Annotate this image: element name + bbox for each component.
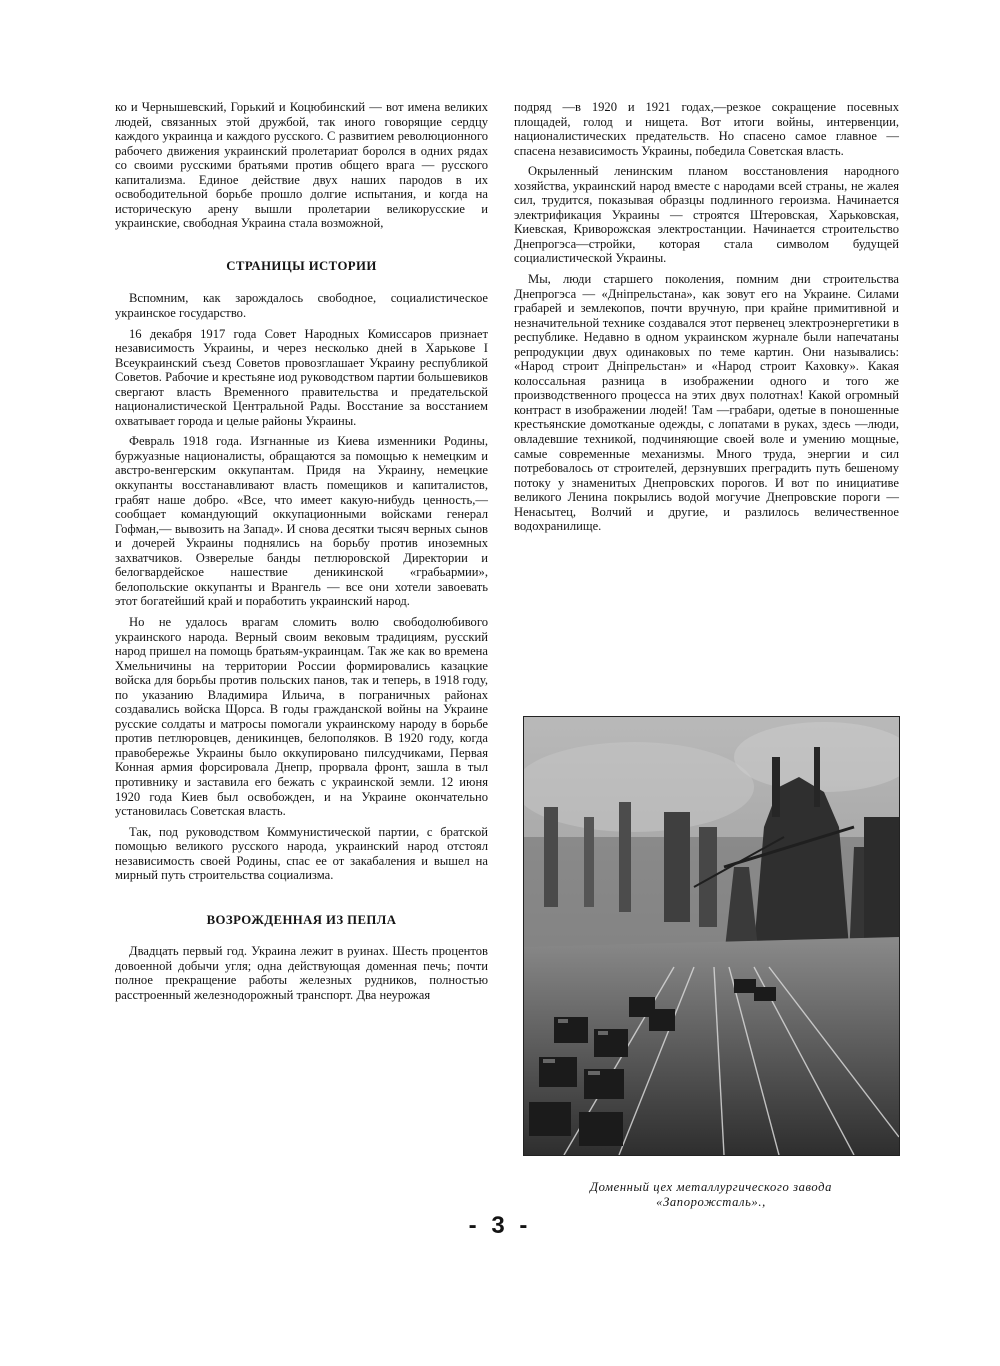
page-number: - 3 -	[468, 1212, 532, 1239]
paragraph: Но не удалось врагам сломить волю свободолюбивого украинского народа. Верный своим вековым традициям, русский народ пришел на помощь братьям-украинцам. Так же как во времена Хмельничины на территории России формировались казацкие войска для борьбы против польских панов, так и теперь, в 1918 году, по указанию Владимира Ильича, в пограничных районах создавались войска Щорса. В годы гражданской войны на Украине русские солдаты и матросы помогали украинскому народу в борьбе против петлюровцев, деникинцев, белополяков. В 1920 году, когда правобережье Украины было оккупировано пилсудчиками, Первая Конная армия форсировала Днепр, прорвала фронт, зашла в тыл противнику и заставила его бежать с украинской земли. 12 июня 1920 года Киев был освобожден, и на Украине окончательно установилась Советская власть.	[115, 614, 488, 819]
paragraph: 16 декабря 1917 года Совет Народных Комиссаров признает независимость Украины, и через несколько дней в Харькове I Всеукраинский съезд Советов провозглашает Украину республикой Советов. Рабочие и крестьяне иод руководством партии большевиков свергают власть Временного правительства и предательской националистической Центральной Рады. Восстание за восстанием охватывает города и целые районы Украины.	[115, 326, 488, 428]
section-heading-reborn: ВОЗРОЖДЕННАЯ ИЗ ПЕПЛА	[206, 912, 397, 927]
paragraph: Вспомним, как зарождалось свободное, социалистическое украинское государство.	[115, 291, 488, 321]
paragraph: Мы, люди старшего поколения, помним дни строительства Днепрогэса — «Дніпрельстана», как зовут его на Украине. Силами грабарей и землекопов, почти вручную, при крайне примитивной и незначительной технике создавался этот первенец электроэнергетики в республике. Недавно в одном украинском журнале были напечатаны репродукции двух одинаковых по теме картин. Они назывались: «Народ строит Дніпрельстан» и «Народ строит Каховку». Какая колоссальная разница в изображении одного и того же производственного процесса на этих двух полотнах! Какой огромный контраст в изображении людей! Там —грабари, одетые в поношенные крестьянские домотканые одежды, с лопатами в руках, здесь —люди, овладевшие техникой, подчиняющие своей воле и умению мощные, самые современные механизмы. Много труда, энергии и сил потребовалось от строителей, дерзнувших преградить путь бешеному потоку у знаменитых Днепровских порогов. И вот по инициативе великого Ленина покрылись водой могучие Днепровские пороги — Ненасытец, Волчий и другие, и разлилось величественное водохранилище.	[514, 272, 899, 534]
left-column	[115, 100, 488, 1009]
paragraph: Двадцать первый год. Украина лежит в руинах. Шесть процентов довоенной добычи угля; одна действующая доменная печь; почти полное прекращение работы железных рудников, полностью расстроенный железнодорожный транспорт. Два неурожая	[115, 944, 488, 1002]
blast-furnace-illustration	[524, 717, 899, 1155]
right-column	[514, 100, 899, 540]
section-heading-history: СТРАНИЦЫ ИСТОРИИ	[226, 258, 377, 273]
intro-paragraph: ко и Чернышевский, Горький и Коцюбинский — вот имена великих людей, связанных этой дружбой, так иного говорящие сердцу каждого украинца и каждого русского. С развитием революционного рабочего движения украинский пролетариат боролся в одних рядах со своими русскими братьями против общего врага — русского капитализма. Единое действие двух наших пародов в их освободительной борьбе прошло долгие испытания, и когда на историческую арену вышли пролетарии великорусские и украинские, свободная Украина стала возможной,	[115, 100, 488, 231]
paragraph: Окрыленный ленинским планом восстановления народного хозяйства, украинский народ вместе с народами всей страны, не жалея сил, трудится, показывая образцы подлинного героизма. Начинается электрификация Украины — строятся Штеровская, Харьковская, Киевская, Криворожская электростанции. Начинается строительство Днепрогэса—стройки, которая стала символом будущей социалистической Украины.	[514, 164, 899, 266]
paragraph: подряд —в 1920 и 1921 годах,—резкое сокращение посевных площадей, голод и нищета. Вот итоги войны, интервенции, националистических предательств. Но спасено самое главное — спасена независимость Украины, победила Советская власть.	[514, 100, 899, 158]
paragraph: Февраль 1918 года. Изгнанные из Киева изменники Родины, буржуазные националисты, обращаются за помощью к немецким и австро-венгерским оккупантам. Придя на Украину, немецкие оккупанты восстанавливают власть помещиков и капиталистов, грабят наше добро. «Все, что имеет какую-нибудь ценность,— сообщает командующий оккупационными войсками генерал Гофман,— вывозить на Запад». И снова десятки тысяч верных сынов и дочерей Украины поднялись на борьбу против иноземных захватчиков. Озверелые банды петлюровской Директории и белогвардейское нашествие деникинской «грабьармии», белопольские оккупанты и Врангель — все они хотели завоевать этот богатейший край и поработить украинский народ.	[115, 434, 488, 609]
caption-line: Доменный цех металлургического завода	[589, 1180, 833, 1194]
paragraph: Так, под руководством Коммунистической партии, с братской помощью великого русского народа, украинский народ отстоял независимость своей Родины, спас ее от закабаления и вышел на мирный путь строительства социализма.	[115, 824, 488, 883]
photo-caption	[520, 1180, 902, 1210]
caption-line: «Запорожсталь».,	[656, 1195, 766, 1209]
steel-plant-photo	[523, 716, 900, 1156]
